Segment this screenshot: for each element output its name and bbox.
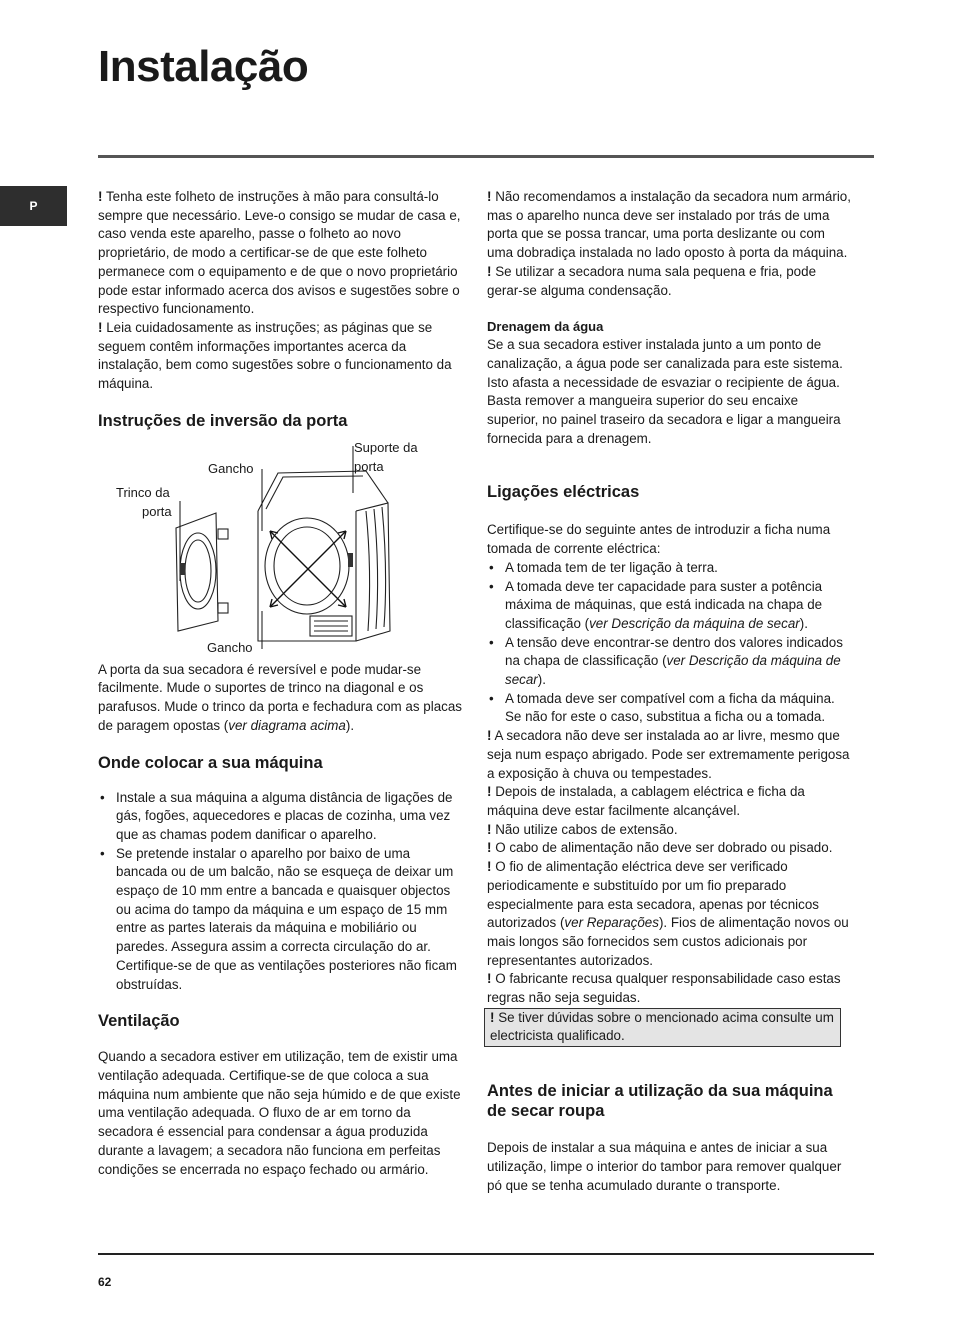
list-item: • Se pretende instalar o aparelho por baixo de uma bancada ou de um balcão, não se esqueça de deixar um espaço de 10 mm entre a bancada e quaisquer objectos ou acima do tampo da máquina e um espaço de 15 mm entre as partes laterais da máquina e mobiliário ou paredes. Assegura assim a correcta circulação do ar. Certifique-se de que as ventilações posteriores não ficam obstruídas. bbox=[98, 845, 464, 995]
label-door-latch-line2: porta bbox=[142, 503, 172, 519]
list-item: • A tomada tem de ter ligação à terra. bbox=[487, 559, 853, 578]
placement-heading: Onde colocar a sua máquina bbox=[98, 753, 323, 772]
warning-extension: ! Não utilize cabos de extensão. bbox=[487, 821, 678, 837]
ventilation-text: Quando a secadora estiver em utilização, tem de existir uma ventilação adequada. Certifique-se de que coloca a sua máquina num ambiente que não seja húmido e de que existe uma ventilação adequada. O fluxo de ar em torno da secadora é essencial para condensar a água produzida durante a lavagem; a secadora não funciona em perfeitas condições se encerrada no espaço fechado ou armário. bbox=[98, 1049, 461, 1177]
list-item: • Instale a sua máquina a alguma distância de ligações de gás, fogões, aquecedores e placas de cozinha, uma vez que as chamas podem danificar o aparelho. bbox=[98, 789, 464, 845]
label-hook-top: Gancho bbox=[208, 460, 254, 476]
warning-mark: ! bbox=[487, 189, 492, 204]
label-hook-bottom: Gancho bbox=[207, 639, 253, 655]
list-item: • A tomada deve ter capacidade para suster a potência máxima de máquinas, que está indicada na chapa de classificação (ver Descrição da máquina de secar). bbox=[487, 578, 853, 634]
electrical-list bbox=[487, 559, 853, 727]
intro-text-2: Leia cuidadosamente as instruções; as páginas que se seguem contêm informações importantes acerca da instalação, bem como sugestões sobre o funcionamento da máquina. bbox=[98, 319, 452, 392]
ventilation-heading: Ventilação bbox=[98, 1012, 180, 1031]
top-divider bbox=[98, 155, 874, 158]
dryer-line-drawing bbox=[98, 431, 464, 661]
bottom-divider bbox=[98, 1253, 874, 1255]
warning-outdoor: ! A secadora não deve ser instalada ao ar livre, mesmo que seja num espaço abrigado. Pode ser extremamente perigosa a exposição à chuva ou tempestades. bbox=[487, 728, 850, 781]
list-item: • A tensão deve encontrar-se dentro dos valores indicados na chapa de classificação (ver Descrição da máquina de secar). bbox=[487, 634, 853, 690]
page-number: 62 bbox=[98, 1275, 112, 1289]
drainage-text: Se a sua secadora estiver instalada junto a um ponto de canalização, a água pode ser canalizada para este sistema. Isto afasta a necessidade de esvaziar o recipiente de água. Basta remover a mangueira superior do seu encaixe superior, no painel traseiro da secadora e ligar a mangueira fornecida para a drenagem. bbox=[487, 337, 843, 446]
intro-paragraph-2 bbox=[98, 319, 464, 394]
door-reversal-diagram bbox=[98, 431, 464, 661]
list-item: • A tomada deve ser compatível com a ficha da máquina. Se não for este o caso, substitua a ficha ou a tomada. bbox=[487, 690, 853, 727]
electrical-intro: Certifique-se do seguinte antes de introduzir a ficha numa tomada de corrente eléctrica: bbox=[487, 522, 831, 557]
warning-mark: ! bbox=[98, 189, 103, 204]
language-tab: P bbox=[0, 186, 67, 226]
left-column bbox=[98, 188, 464, 1179]
note-paragraph-1: ! Não recomendamos a instalação da secadora num armário, mas o aparelho nunca deve ser instalado por trás de uma porta que se possa trancar, uma porta deslizante ou com uma dobradiça instalada no lado oposto à porta da máquina. bbox=[487, 189, 851, 261]
warning-liability: ! O fabricante recusa qualquer responsabilidade caso estas regras não seja seguidas. bbox=[487, 971, 841, 1006]
note-paragraph-2: ! Se utilizar a secadora numa sala pequena e fria, pode gerar-se alguma condensação. bbox=[487, 263, 817, 298]
drainage-heading: Drenagem da água bbox=[487, 319, 604, 335]
page-title: Instalação bbox=[98, 42, 309, 91]
intro-paragraph-1 bbox=[98, 188, 464, 319]
warning-mark: ! bbox=[98, 319, 103, 335]
electrician-note-box: ! Se tiver dúvidas sobre o mencionado acima consulte um electricista qualificado. bbox=[484, 1008, 841, 1047]
before-use-heading: Antes de iniciar a utilização da sua máquina de secar roupa bbox=[487, 1082, 833, 1121]
electrical-heading: Ligações eléctricas bbox=[487, 483, 640, 502]
label-door-support-line1: Suporte da bbox=[354, 439, 418, 455]
label-door-latch-line1: Trinco da bbox=[116, 484, 170, 500]
door-reversal-text: A porta da sua secadora é reversível e pode mudar-se facilmente. Mude o suportes de trinco na diagonal e os parafusos. Mude o trinco da porta e fechadura com as placas de paragem opostas (ver diagrama acima). bbox=[98, 661, 462, 733]
placement-list bbox=[98, 789, 464, 995]
before-use-text: Depois de instalar a sua máquina e antes de iniciar a sua utilização, limpe o interior do tambor para remover qualquer pó que se tenha acumulado durante o transporte. bbox=[487, 1140, 842, 1193]
warning-cable-check: ! O fio de alimentação eléctrica deve ser verificado periodicamente e substituído por um fio preparado especialmente para esta secadora, apenas por técnicos autorizados (ver Reparações). Fios de alimentação novos ou mais longos são fornecidos sem custos adicionais por representantes autorizados. bbox=[487, 859, 849, 968]
right-column bbox=[487, 188, 853, 1195]
warning-mark: ! bbox=[487, 263, 492, 279]
warning-cable-bend: ! O cabo de alimentação não deve ser dobrado ou pisado. bbox=[487, 840, 833, 856]
warning-accessible: ! Depois de instalada, a cablagem eléctrica e ficha da máquina deve estar facilmente alcançável. bbox=[487, 784, 805, 818]
door-reversal-heading: Instruções de inversão da porta bbox=[98, 411, 348, 430]
label-door-support-line2: porta bbox=[354, 458, 384, 474]
intro-text-1: Tenha este folheto de instruções à mão para consultá-lo sempre que necessário. Leve-o consigo se mudar de casa e, caso venda este aparelho, passe o folheto ao novo proprietário, de modo a certificar-se de que este folheto permanece com o equipamento e de que o novo proprietário pode estar informado acerca dos avisos e sugestões sobre o respectivo funcionamento. bbox=[98, 189, 461, 317]
